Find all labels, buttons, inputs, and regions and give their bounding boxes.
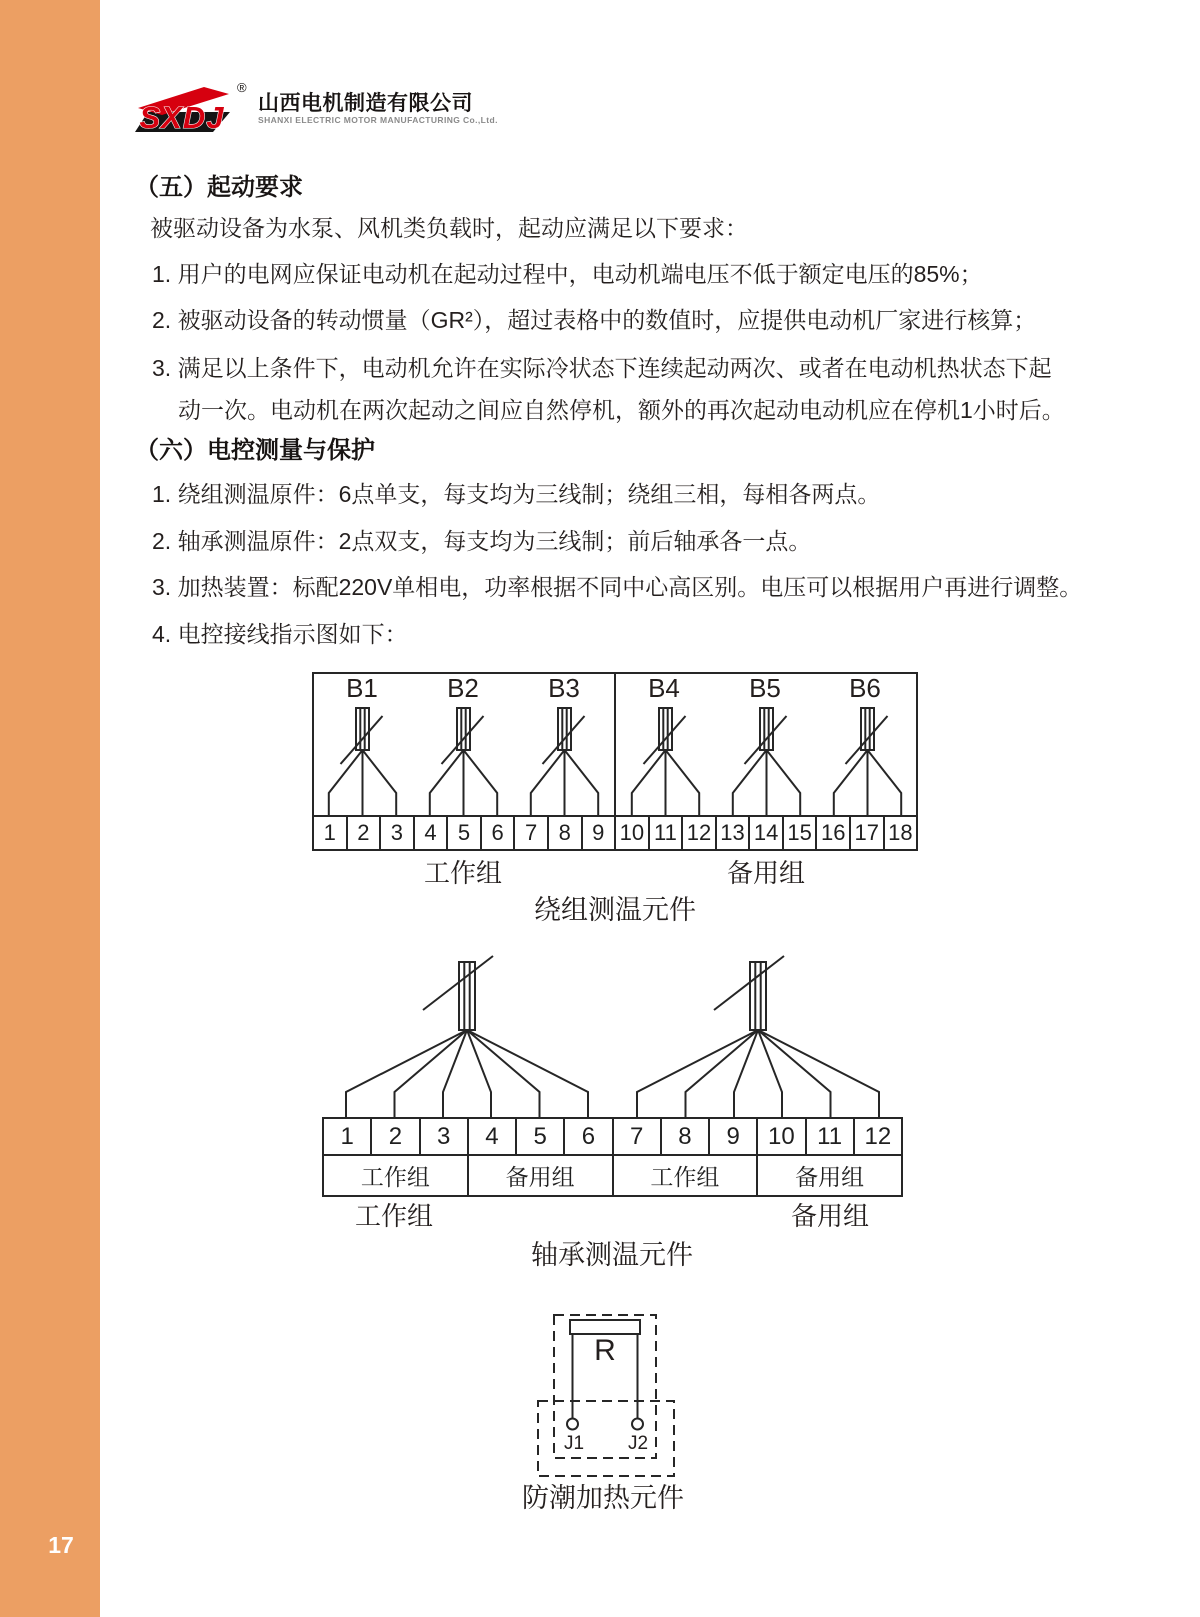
terminal-cell: 1	[324, 1119, 372, 1154]
terminal-cell: 6	[565, 1119, 613, 1154]
section-heading-5: （五）起动要求	[135, 174, 303, 201]
page-number: 17	[48, 1532, 74, 1558]
bearing-sensor-graphics	[300, 940, 910, 1117]
list-item-6: 3. 加热装置：标配220V单相电，功率根据不同中心高区别。电压可以根据用户再进行调整。	[152, 574, 1083, 600]
terminal-cell: 18	[885, 817, 917, 849]
sensor-label-b6: B6	[849, 673, 881, 703]
terminal-cell: 工作组	[614, 1156, 759, 1195]
list-item-3-line1: 3. 满足以上条件下，电动机允许在实际冷状态下连续起动两次、或者在电动机热状态下起	[152, 355, 1052, 381]
list-item-3-line2: 动一次。电动机在两次起动之间应自然停机，额外的再次起动电动机应在停机1小时后。	[178, 397, 1065, 423]
terminal-cell: 工作组	[324, 1156, 469, 1195]
company-logo-icon	[133, 84, 233, 134]
bearing-backup-group-label: 备用组	[790, 1201, 869, 1231]
terminal-cell: 12	[683, 817, 717, 849]
heater-diagram-graphics	[520, 1300, 700, 1485]
list-item-4: 1. 绕组测温原件：6点单支，每支均为三线制；绕组三相，每相各两点。	[152, 481, 881, 507]
section-heading-6: （六）电控测量与保护	[135, 437, 375, 464]
terminal-cell: 5	[517, 1119, 565, 1154]
terminal-cell: 17	[851, 817, 885, 849]
terminal-cell: 16	[817, 817, 851, 849]
bearing-group-row	[322, 1156, 903, 1197]
terminal-cell: 5	[448, 817, 482, 849]
terminal-cell: 9	[583, 817, 617, 849]
terminal-cell: 8	[549, 817, 583, 849]
terminal-cell: 备用组	[758, 1156, 901, 1195]
winding-working-group-label: 工作组	[423, 858, 502, 888]
sensor-label-b2: B2	[447, 673, 479, 703]
bearing-terminal-strip	[322, 1117, 903, 1156]
terminal-cell: 7	[515, 817, 549, 849]
heater-diagram-caption: 防潮加热元件	[522, 1483, 684, 1513]
terminal-cell: 4	[415, 817, 449, 849]
paragraph-line: 被驱动设备为水泵、风机类负载时，起动应满足以下要求：	[150, 215, 748, 241]
terminal-cell: 14	[750, 817, 784, 849]
company-name-cn: 山西电机制造有限公司	[258, 92, 473, 115]
heater-resistor-label: R	[594, 1334, 616, 1367]
winding-diagram-caption: 绕组测温元件	[534, 895, 696, 925]
terminal-cell: 4	[469, 1119, 517, 1154]
sensor-label-b5: B5	[749, 673, 781, 703]
terminal-cell: 10	[616, 817, 650, 849]
list-item-2: 2. 被驱动设备的转动惯量（GR²），超过表格中的数值时，应提供电动机厂家进行核算；	[152, 307, 1037, 333]
terminal-cell: 3	[381, 817, 415, 849]
terminal-cell: 6	[482, 817, 516, 849]
terminal-cell: 11	[807, 1119, 855, 1154]
company-name-en: SHANXI ELECTRIC MOTOR MANUFACTURING Co.,Ltd.	[258, 115, 498, 125]
winding-sensor-graphics	[312, 672, 918, 815]
terminal-cell: 备用组	[469, 1156, 614, 1195]
winding-backup-group-label: 备用组	[726, 858, 805, 888]
list-item-7: 4. 电控接线指示图如下：	[152, 621, 408, 647]
terminal-cell: 13	[717, 817, 751, 849]
sensor-label-b4: B4	[648, 673, 680, 703]
bearing-diagram-caption: 轴承测温元件	[531, 1240, 693, 1270]
terminal-cell: 1	[314, 817, 348, 849]
registered-trademark-icon: ®	[237, 80, 247, 95]
terminal-cell: 2	[372, 1119, 420, 1154]
terminal-cell: 9	[710, 1119, 758, 1154]
terminal-cell: 10	[758, 1119, 806, 1154]
side-band	[0, 0, 100, 1617]
terminal-cell: 8	[662, 1119, 710, 1154]
heater-terminal-j1-label: J1	[563, 1433, 585, 1454]
sensor-label-b1: B1	[346, 673, 378, 703]
sensor-label-b3: B3	[548, 673, 580, 703]
terminal-cell: 2	[348, 817, 382, 849]
heater-terminal-j2-label: J2	[627, 1433, 649, 1454]
list-item-1: 1. 用户的电网应保证电动机在起动过程中，电动机端电压不低于额定电压的85%；	[152, 261, 983, 287]
terminal-cell: 3	[421, 1119, 469, 1154]
terminal-cell: 15	[784, 817, 818, 849]
list-item-5: 2. 轴承测温原件：2点双支，每支均为三线制；前后轴承各一点。	[152, 528, 812, 554]
bearing-working-group-label: 工作组	[354, 1201, 433, 1231]
terminal-cell: 12	[855, 1119, 901, 1154]
winding-terminal-strip	[312, 815, 918, 851]
terminal-cell: 7	[614, 1119, 662, 1154]
terminal-cell: 11	[650, 817, 684, 849]
logo-mark-text: SXDJ	[139, 100, 225, 135]
